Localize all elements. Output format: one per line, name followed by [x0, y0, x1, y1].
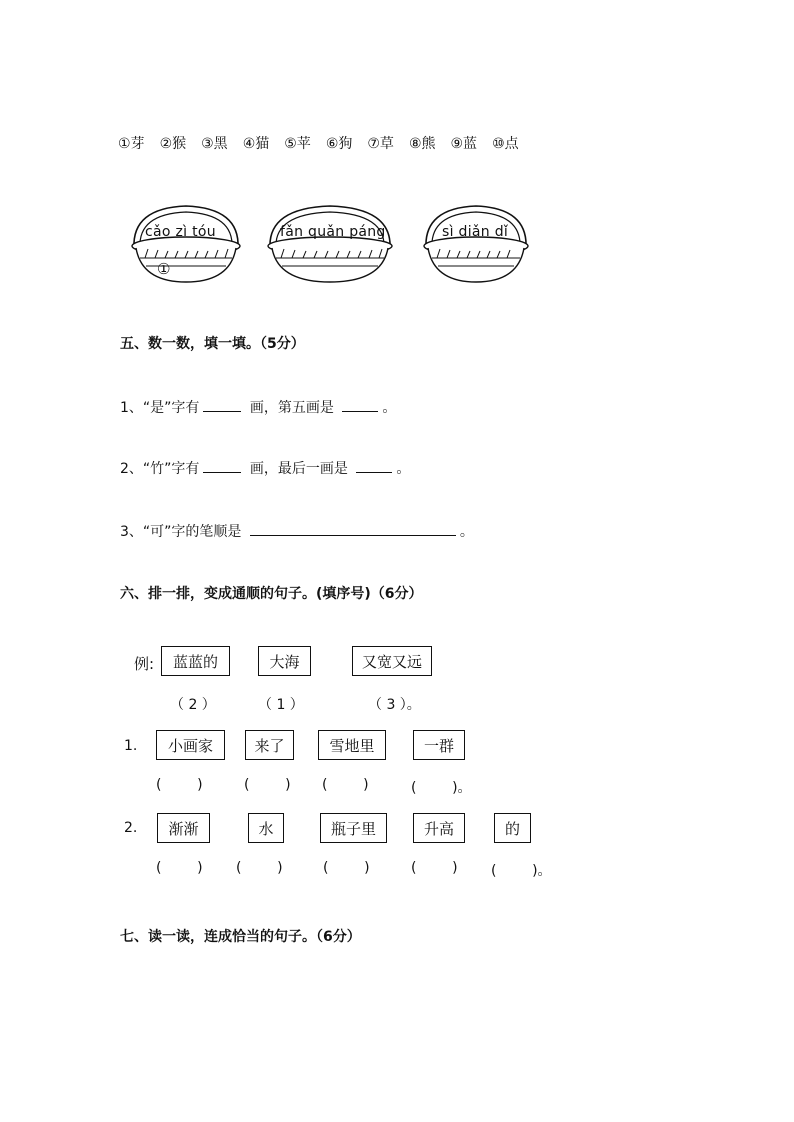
character-options [118, 133, 534, 153]
answer-blank[interactable] [203, 397, 241, 412]
answer-paren[interactable]: ( )。 [491, 863, 552, 879]
word-card: 雪地里 [318, 730, 386, 760]
section-6-title: 六、排一排，变成通顺的句子。(填序号)（6分） [120, 586, 423, 602]
answer-blank[interactable] [342, 397, 378, 412]
example-label: 例: [134, 655, 155, 673]
question-text: 画，最后一画是 [249, 461, 348, 477]
word-card: 升高 [413, 813, 465, 843]
answer-paren[interactable]: ( ) [322, 777, 369, 793]
word-card: 又宽又远 [352, 646, 432, 676]
question-2 [120, 458, 410, 478]
char-option: ⑧熊 [408, 136, 436, 152]
word-card: 一群 [413, 730, 465, 760]
basket-pinyin: fǎn quǎn páng [280, 224, 386, 240]
answer-blank[interactable] [203, 458, 241, 473]
example-answer: （ 1 ） [258, 697, 304, 713]
word-card: 大海 [258, 646, 311, 676]
char-option: ②猴 [159, 136, 187, 152]
example-answer: （ 3 ）。 [368, 697, 421, 713]
question-text: 。 [459, 524, 474, 540]
question-text: 。 [382, 400, 397, 416]
basket-pinyin: cǎo zì tóu [145, 224, 216, 240]
question-1 [120, 397, 396, 417]
char-option: ⑨蓝 [450, 136, 478, 152]
example-answer: （ 2 ） [170, 697, 216, 713]
char-option: ①芽 [118, 136, 145, 152]
word-card: 小画家 [156, 730, 225, 760]
answer-paren[interactable]: ( ) [156, 860, 203, 876]
answer-paren[interactable]: ( ) [411, 860, 458, 876]
basket-pinyin: sì diǎn dǐ [442, 224, 509, 240]
answer-paren[interactable]: ( ) [156, 777, 203, 793]
char-option: ④猫 [242, 136, 270, 152]
answer-blank[interactable] [250, 521, 456, 536]
answer-paren[interactable]: ( ) [323, 860, 370, 876]
section-5-title: 五、数一数，填一填。（5分） [120, 336, 305, 352]
item-2-label: 2. [124, 820, 138, 836]
basket-icon [264, 196, 396, 288]
question-text: 画，第五画是 [249, 400, 334, 416]
question-text: 1、“是”字有 [120, 400, 200, 416]
char-option: ⑩点 [492, 136, 519, 152]
question-text: 2、“竹”字有 [120, 461, 200, 477]
answer-blank[interactable] [356, 458, 392, 473]
question-3 [120, 521, 474, 541]
section-7-title: 七、读一读，连成恰当的句子。（6分） [120, 929, 361, 945]
basket-icon [420, 196, 532, 288]
answer-paren[interactable]: ( ) [244, 777, 291, 793]
char-option: ⑦草 [367, 136, 394, 152]
answer-paren[interactable]: ( )。 [411, 780, 472, 796]
item-1-label: 1. [124, 738, 138, 754]
word-card: 蓝蓝的 [161, 646, 230, 676]
char-option: ⑥狗 [325, 136, 353, 152]
question-text: 。 [396, 461, 411, 477]
char-option: ⑤苹 [284, 136, 311, 152]
word-card: 来了 [245, 730, 294, 760]
question-text: 3、“可”字的笔顺是 [120, 524, 242, 540]
answer-paren[interactable]: ( ) [236, 860, 283, 876]
word-card: 水 [248, 813, 284, 843]
char-option: ③黑 [201, 136, 228, 152]
basket-answer[interactable]: ① [157, 260, 171, 278]
basket-icon [128, 196, 244, 288]
word-card: 渐渐 [157, 813, 210, 843]
word-card: 的 [494, 813, 531, 843]
word-card: 瓶子里 [320, 813, 387, 843]
